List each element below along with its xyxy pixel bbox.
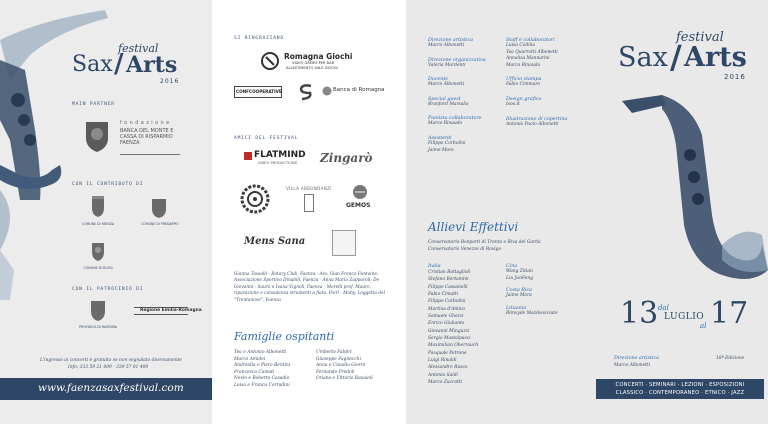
student-name: Stefano Bertamini — [428, 277, 469, 283]
regione-name: Regione Emilia-Romagna — [140, 308, 202, 313]
panel-cover — [592, 0, 768, 424]
events-strip — [596, 379, 764, 399]
edizione-label: 18ª Edizione — [716, 356, 745, 361]
credit-name: Branford Marsalis — [428, 101, 469, 107]
credit-title: Staff e collaboratori — [506, 38, 555, 43]
zingaro-logo: Zingarò — [320, 151, 373, 165]
famiglia-item: Nevio e Roberto Casadio — [234, 376, 290, 382]
main-partner-label: MAIN PARTNER — [72, 102, 115, 107]
festival-logo — [72, 42, 182, 87]
credit-title: Docente — [428, 77, 449, 83]
student-name: Cristian Battaglioli — [428, 270, 471, 275]
info-phones: Info: 333 59 21 009 - 339 57 81 400 — [68, 365, 149, 370]
flatmind-sub: VIDEO PRODUCTIONS — [258, 161, 297, 165]
flatmind-name: FLATMIND — [254, 150, 306, 160]
credit-name: Marco Albonetti — [428, 82, 465, 88]
logo-year: 2016 — [724, 73, 746, 81]
cover-festival-logo — [618, 30, 758, 82]
mens-sana-logo: Mens Sana — [244, 236, 306, 247]
credit-name: Marco Albonetti — [428, 43, 465, 48]
credit-title: Special guest — [428, 96, 461, 102]
divider — [120, 154, 180, 155]
credit-name: Isoo.it — [506, 101, 520, 107]
predappio-crest-icon — [150, 197, 168, 219]
banca-romagna-icon — [322, 86, 332, 96]
credit-title: Ufficio stampa — [506, 77, 542, 83]
student-name: Martina d'Amico — [428, 306, 466, 312]
credit-title: Direzione organizzativa — [428, 57, 486, 63]
famiglia-item: Luisa e Franca Corradini — [234, 382, 290, 388]
ringraziamo-label: SI RINGRAZIANO — [234, 36, 284, 41]
student-name: Jaime Mora — [506, 293, 532, 299]
allievi-title: Allievi Effettivi — [428, 220, 519, 234]
student-name: Luigi Rinaldi — [428, 358, 457, 364]
logo-sax-word: Sax — [618, 42, 668, 73]
fondazione-emblem — [82, 118, 112, 154]
logo-arts-word: Arts — [126, 52, 178, 78]
country-label: Cina — [506, 264, 518, 269]
country-label: Lituania — [506, 305, 527, 311]
gemos-icon — [352, 184, 368, 200]
rotary-icon — [240, 184, 270, 214]
famiglia-item: Oriana e Vittorio Ravaioli — [316, 376, 373, 382]
website-strip — [0, 378, 212, 400]
student-name: Pasquale Petrone — [428, 350, 467, 356]
student-name: Sergio Mastalpasci — [428, 336, 471, 342]
student-name: Filippo Cassanelli — [428, 284, 468, 290]
famiglia-item: Umberto Fabbri — [316, 350, 352, 355]
student-name: Alessandro Rusco — [428, 365, 468, 371]
conservatorio-2: Conservatorio Venezze di Rovigo — [428, 247, 502, 252]
date-month: LUGLIO — [664, 312, 705, 322]
date-al: al — [700, 322, 707, 330]
website-link[interactable]: www.faenzasaxfestival.com — [38, 382, 184, 394]
patrocinio-label: CON IL PATROCINIO DI — [72, 287, 144, 292]
credit-title: Illustrazione di copertina — [506, 116, 568, 122]
fondazione-label: fondazione — [120, 120, 172, 126]
panel-credits — [406, 0, 592, 424]
credit-name: Valeria Mordenti — [428, 62, 466, 68]
credit-name: Fabio Cimmaro — [506, 82, 541, 88]
romagna-giochi-icon — [260, 52, 280, 70]
conservatorio-1: Conservatorio Bonporti di Trento e Riva del Garda — [428, 240, 541, 245]
famiglia-item: Andreolla e Piero Bentini — [234, 363, 291, 369]
comune-predappio-caption: COMUNE DI PREDAPPIO — [141, 222, 179, 226]
romagna-giochi-sub2: ALLESTIMENTO SALE GIOCHI — [286, 66, 338, 70]
student-name: Rimvyde Mazikeviciute — [506, 310, 558, 316]
credit-name: Tea Quarrotti Albonetti — [506, 49, 558, 55]
flatmind-logo — [244, 150, 304, 170]
confcooperative-name: CONFCOOPERATIVE — [236, 89, 282, 94]
logo-slash: / — [670, 38, 682, 76]
student-name: Samuele Ghezzi — [428, 314, 464, 320]
famiglia-item: Fernando Predoli — [316, 369, 355, 375]
thanks-text: Gianna Tassalli - Rotary Club, Faenza - Avv. Gian Franco Fontaine: Associazione Sportiva Dinabili, Faenza - Anna Maria Zapparoli; De Giovanni - Sauro e Ivana Vignoli, Faenza - Morelli prof. Mauro, riparazione e consulenza strumenti a fiato, Forlì - Moby, Loggetta del "Trentanove", Faenza — [234, 272, 385, 303]
famiglia-item: Tea e Antonio Albonetti — [234, 350, 287, 355]
ingresso-note: L'ingresso ai concerti è gratuito se non segnalato diversamente — [40, 358, 182, 363]
date-from: 13 — [620, 296, 659, 331]
villa-abbondanzi-logo — [286, 186, 332, 216]
saxophone-illustration — [622, 95, 768, 295]
logo-arts-word: Arts — [684, 42, 747, 73]
faenza-crest-icon — [90, 196, 106, 218]
credit-name: Filippo Corbolini — [428, 140, 466, 146]
student-name: Antonio Saldi — [428, 372, 458, 378]
comune-faenza-caption: COMUNE DI FAENZA — [81, 222, 115, 226]
student-name: Giovanni Minguzzi — [428, 328, 470, 334]
logo-year: 2016 — [160, 78, 180, 85]
villa-name: VILLA ABBONDANZI — [286, 186, 332, 191]
banca-monte-name: BANCA DEL MONTE E CASSA DI RISPARMIO FAENZA — [120, 128, 174, 146]
provincia-crest-icon — [88, 298, 108, 322]
credit-name: Jaime Mora — [428, 147, 454, 153]
credits-col1 — [428, 38, 508, 154]
credit-name: Marco Rinaudo — [428, 121, 463, 127]
famiglia-item: Anna e Claudio Giorin — [316, 363, 366, 369]
credit-name: Marco Rinaudo — [506, 62, 541, 68]
romagna-giochi-name: Romagna Giochi — [284, 52, 353, 61]
famiglia-item: Marco Amidei — [234, 356, 266, 362]
contributo-label: CON IL CONTRIBUTO DI — [72, 182, 144, 187]
gemos-name: GEMOS — [346, 202, 371, 209]
student-name: Wang Zitian — [506, 269, 533, 274]
italia-list — [428, 264, 508, 387]
logo-festival-word: festival — [118, 42, 159, 55]
cover-direzione-label: Direzione artistica — [614, 356, 659, 361]
provincia-caption: PROVINCIA DI RAVENNA — [78, 325, 118, 329]
country-label: Italia — [428, 264, 441, 269]
credit-name: Antonio Paolo Albonetti — [506, 121, 559, 127]
italia-names — [428, 269, 508, 387]
famiglia-item: Francesco Camati — [234, 369, 275, 375]
credit-title: Design grafico — [506, 96, 542, 102]
student-name: Maximilian Oberrauch — [428, 343, 479, 349]
s-logo-icon — [296, 82, 316, 102]
cover-direzione-name: Marco Albonetti — [614, 363, 651, 368]
credits-col2 — [506, 38, 590, 128]
villa-mark-icon — [304, 194, 314, 212]
other-countries — [506, 264, 590, 317]
credit-name: Luisa Collina — [506, 43, 536, 48]
flatmind-mark-icon — [244, 152, 252, 160]
mobili-logo — [332, 230, 356, 256]
country-label: Costa Rica — [506, 288, 533, 294]
credit-title: Direzione artistica — [428, 38, 473, 43]
events-line-2: CLASSICO · CONTEMPORANEO · ETNICO · JAZZ — [615, 390, 745, 396]
logo-festival-word: festival — [676, 30, 724, 45]
date-dal: dal — [658, 304, 669, 312]
comune-russi-caption: COMUNE DI RUSSI — [83, 266, 113, 270]
student-name: Fabio Cimatti — [428, 292, 459, 298]
credit-title: Pianista collaboratore — [428, 116, 482, 122]
date-to: 17 — [710, 296, 749, 331]
credit-title: Assistenti — [428, 135, 452, 141]
famiglie-col2 — [316, 350, 396, 383]
romagna-giochi-sub1: VIDEO GAMES PER BAR — [292, 61, 335, 65]
panel-thanks — [212, 0, 406, 424]
banca-romagna-name: Banca di Romagna — [333, 87, 385, 93]
logo-slash: / — [114, 49, 124, 79]
student-name: Liu JunFeng — [506, 275, 534, 281]
student-name: Filippo Corbolini — [428, 299, 466, 305]
panel-sponsors — [0, 0, 212, 424]
date-block — [620, 296, 750, 336]
famiglia-item: Giuseppe Fagnocchi — [316, 356, 362, 362]
amici-label: AMICI DEL FESTIVAL — [234, 136, 299, 141]
student-name: Marco Zuccotti — [428, 380, 463, 386]
credit-name: Annalisa Mannarini — [506, 56, 550, 62]
logo-sax-word: Sax — [72, 52, 113, 77]
famiglie-title: Famiglie ospitanti — [234, 330, 335, 343]
events-line-1: CONCERTI · SEMINARI · LEZIONI · ESPOSIZIONI — [615, 382, 745, 388]
russi-crest-icon — [90, 240, 106, 262]
famiglie-col1 — [234, 350, 314, 390]
student-name: Enrico Giuliante — [428, 321, 465, 327]
